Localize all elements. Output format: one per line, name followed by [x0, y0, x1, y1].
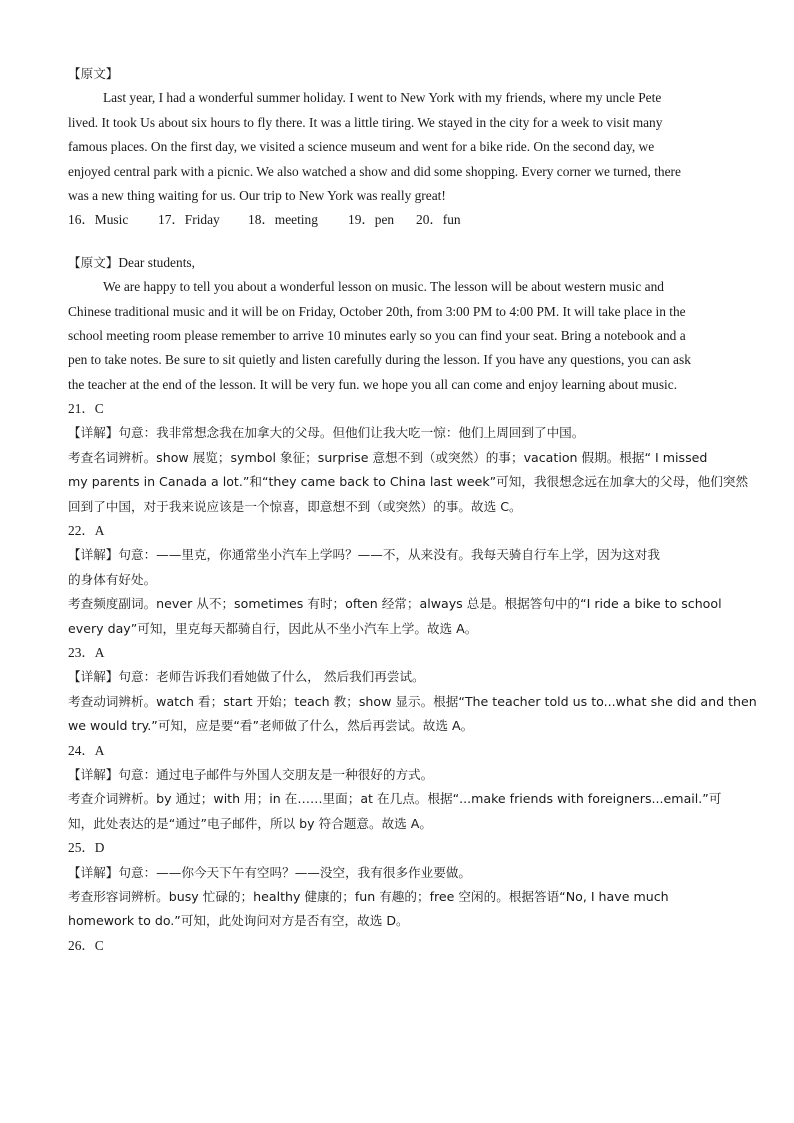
passage-1-label: 【原文】 [68, 66, 119, 81]
passage-1-line: was a new thing waiting for us. Our trip to New York was really great! [68, 187, 446, 203]
passage-2-line: Chinese traditional music and it will be on Friday, October 20th, from 3:00 PM to 4:00 PM. It will take place in the [68, 303, 686, 319]
answer-16: 16．Music [68, 212, 129, 228]
passage-1-line: enjoyed central park with a picnic. We also watched a show and did some shopping. Every corner we turned, there [68, 163, 681, 179]
spacer [68, 233, 728, 251]
answer-18: 18．meeting [248, 212, 318, 228]
explanation-line: 考查形容词辨析。busy 忙碌的；healthy 健康的；fun 有趣的；free 空闲的。根据答语“No, I have much [68, 888, 669, 904]
passage-2-line: We are happy to tell you about a wonderful lesson on music. The lesson will be about western music and [103, 279, 664, 295]
passage-1 [68, 62, 728, 233]
explanation-line: 的身体有好处。 [68, 571, 157, 587]
passage-2-label: 【原文】 [68, 254, 119, 270]
explanation-line: 考查频度副词。never 从不；sometimes 有时；often 经常；always 总是。根据答句中的“I ride a bike to school [68, 596, 722, 612]
explanation-line: 【详解】句意：通过电子邮件与外国人交朋友是一种很好的方式。 [68, 766, 434, 782]
passage-2-header [68, 251, 728, 275]
explanation-line: 考查名词辨析。show 展览；symbol 象征；surprise 意想不到（或突然）的事；vacation 假期。根据“ I missed [68, 449, 708, 465]
passage-1-line: famous places. On the first day, we visited a science museum and went for a bike ride. On the second day, we [68, 139, 655, 155]
passage-2-line: school meeting room please remember to arrive 10 minutes early so you can find your seat. Bring a notebook and a [68, 327, 686, 343]
question-26 [68, 934, 728, 958]
question-number: 24．A [68, 742, 105, 758]
question-22 [68, 519, 728, 641]
answer-17: 17．Friday [158, 212, 220, 228]
answer-row [68, 208, 728, 232]
question-24 [68, 739, 728, 837]
explanation-line: every day”可知，里克每天都骑自行，因此从不坐小汽车上学。故选 A。 [68, 620, 478, 636]
passage-2 [68, 251, 728, 397]
explanation-line: homework to do.”可知，此处询问对方是否有空，故选 D。 [68, 913, 409, 929]
passage-2-line: pen to take notes. Be sure to sit quietly and listen carefully during the lesson. If you have any questions, you can ask [68, 352, 691, 368]
question-number: 25．D [68, 840, 105, 856]
passage-2-line: the teacher at the end of the lesson. It will be very fun. we hope you all can come and enjoy learning about music. [68, 376, 678, 392]
explanation-line: 【详解】句意：——里克，你通常坐小汽车上学吗？——不，从来没有。我每天骑自行车上学，因为这对我 [68, 547, 660, 563]
answer-20: 20．fun [416, 212, 461, 228]
explanation-line: 考查介词辨析。by 通过；with 用；in 在……里面；at 在几点。根据“...make friends with foreigners...email.”可 [68, 791, 722, 807]
passage-1-line: lived. It took Us about six hours to fly there. It was a little tiring. We stayed in the city for a week to visit many [68, 114, 663, 130]
document-page [68, 62, 757, 958]
explanation-line: my parents in Canada a lot.”和“they came back to China last week”可知，我很想念远在加拿大的父母，他们突然 [68, 474, 749, 490]
question-number: 26．C [68, 937, 104, 953]
explanation-line: 【详解】句意：——你今天下午有空吗？——没空，我有很多作业要做。 [68, 864, 471, 880]
passage-2-greeting: Dear students, [118, 254, 195, 270]
question-number: 23．A [68, 644, 105, 660]
explanation-line: 【详解】句意：老师告诉我们看她做了什么， 然后我们再尝试。 [68, 669, 425, 685]
question-25 [68, 836, 728, 934]
question-number: 22．A [68, 523, 105, 539]
answer-19: 19．pen [348, 212, 395, 228]
question-23 [68, 641, 757, 739]
explanation-line: 知，此处表达的是“通过”电子邮件，所以 by 符合题意。故选 A。 [68, 815, 432, 831]
question-21 [68, 397, 749, 519]
explanation-line: 【详解】句意：我非常想念我在加拿大的父母。但他们让我大吃一惊：他们上周回到了中国。 [68, 425, 585, 441]
explanation-line: 回到了中国，对于我来说应该是一个惊喜，即意想不到（或突然）的事。故选 C。 [68, 498, 522, 514]
question-number: 21．C [68, 401, 104, 417]
explanation-line: 考查动词辨析。watch 看；start 开始；teach 教；show 显示。根据“The teacher told us to...what she did and then [68, 693, 757, 709]
passage-1-line: Last year, I had a wonderful summer holiday. I went to New York with my friends, where my uncle Pete [103, 90, 662, 106]
explanation-line: we would try.”可知，应是要“看”老师做了什么，然后再尝试。故选 A。 [68, 718, 474, 734]
